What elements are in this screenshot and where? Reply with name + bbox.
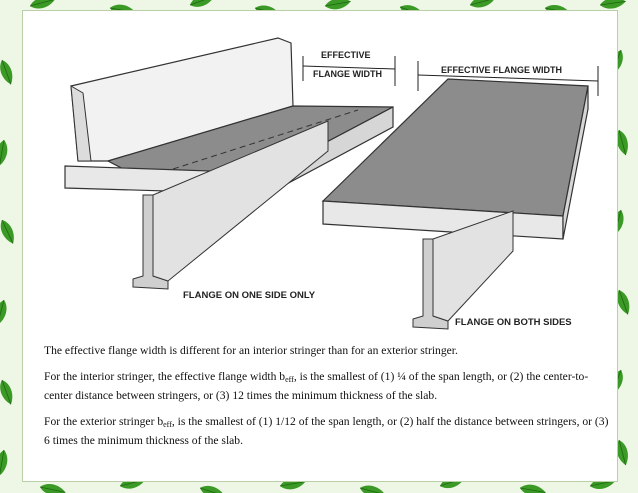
right-dimension-label: EFFECTIVE FLANGE WIDTH xyxy=(441,65,562,75)
left-dimension-line2: FLANGE WIDTH xyxy=(313,69,382,79)
exterior-stringer-paragraph: For the exterior stringer $b_{eff}$, is the smallest of (1) 1/12 of the span length, or (2) half the distance between stringers, or (3) 6 times the minimum thickness of the slab. xyxy=(44,415,609,447)
stringer-diagram xyxy=(23,11,617,341)
right-flange-label: FLANGE ON BOTH SIDES xyxy=(455,317,572,328)
interior-stringer-illustration xyxy=(323,61,598,329)
left-dimension-line1: EFFECTIVE xyxy=(321,50,371,60)
intro-paragraph: The effective flange width is different for an interior stringer than for an exterior stringer. xyxy=(44,344,458,357)
interior-stringer-paragraph: For the interior stringer, the effective flange width $b_{eff}$, is the smallest of (1) ¼ of the span length, or (2) the center-to-center distance between stringers, or (3) 12 times the minimum thickness of the slab. xyxy=(44,370,589,402)
content-panel xyxy=(22,10,618,482)
left-flange-label: FLANGE ON ONE SIDE ONLY xyxy=(183,290,316,301)
explanation-text xyxy=(44,343,610,459)
exterior-stringer-illustration xyxy=(65,38,395,301)
